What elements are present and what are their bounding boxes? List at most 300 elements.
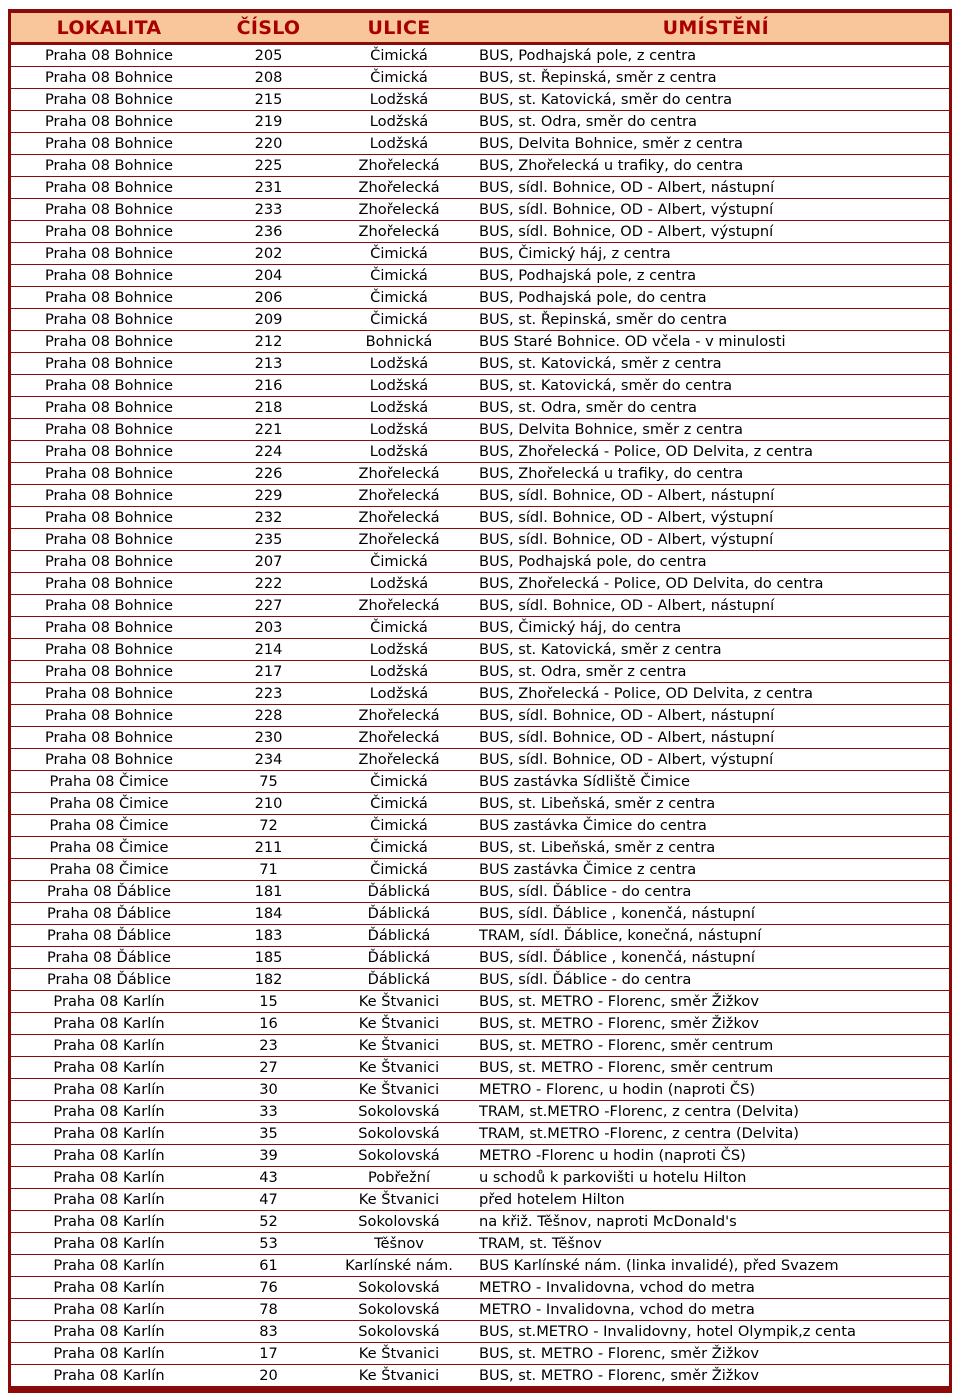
cislo-cell: 210: [207, 793, 330, 814]
umisteni-cell: BUS, Delvita Bohnice, směr z centra: [468, 419, 949, 440]
table-row: [11, 441, 949, 462]
ulice-cell: Lodžská: [330, 683, 468, 704]
umisteni-cell: METRO -Florenc u hodin (naproti ČS): [468, 1145, 949, 1166]
table-row: [11, 1057, 949, 1078]
umisteni-cell: TRAM, sídl. Ďáblice, konečná, nástupní: [468, 925, 949, 946]
ulice-cell: Čimická: [330, 793, 468, 814]
cislo-cell: 229: [207, 485, 330, 506]
header-cislo: ČÍSLO: [207, 13, 330, 44]
cislo-cell: 226: [207, 463, 330, 484]
ulice-cell: Čimická: [330, 837, 468, 858]
table-row: [11, 881, 949, 902]
header-lokalita: LOKALITA: [11, 13, 207, 44]
umisteni-cell: BUS, sídl. Bohnice, OD - Albert, výstupní: [468, 507, 949, 528]
table-body: [11, 45, 949, 1386]
ulice-cell: Lodžská: [330, 397, 468, 418]
cislo-cell: 221: [207, 419, 330, 440]
cislo-cell: 43: [207, 1167, 330, 1188]
ulice-cell: Ke Štvanici: [330, 1057, 468, 1078]
cislo-cell: 47: [207, 1189, 330, 1210]
lokalita-cell: Praha 08 Karlín: [11, 1277, 207, 1298]
lokalita-cell: Praha 08 Bohnice: [11, 419, 207, 440]
lokalita-cell: Praha 08 Karlín: [11, 1101, 207, 1122]
table-row: [11, 595, 949, 616]
umisteni-cell: BUS, st. METRO - Florenc, směr Žižkov: [468, 1343, 949, 1364]
cislo-cell: 235: [207, 529, 330, 550]
lokalita-cell: Praha 08 Čimice: [11, 793, 207, 814]
ulice-cell: Bohnická: [330, 331, 468, 352]
ulice-cell: Sokolovská: [330, 1321, 468, 1342]
ulice-cell: Zhořelecká: [330, 155, 468, 176]
cislo-cell: 217: [207, 661, 330, 682]
umisteni-cell: BUS Staré Bohnice. OD včela - v minulosti: [468, 331, 949, 352]
cislo-cell: 234: [207, 749, 330, 770]
ulice-cell: Těšnov: [330, 1233, 468, 1254]
lokalita-cell: Praha 08 Bohnice: [11, 111, 207, 132]
lokalita-cell: Praha 08 Bohnice: [11, 287, 207, 308]
cislo-cell: 75: [207, 771, 330, 792]
table-row: [11, 1189, 949, 1210]
table-row: [11, 1365, 949, 1386]
ulice-cell: Lodžská: [330, 573, 468, 594]
cislo-cell: 16: [207, 1013, 330, 1034]
table-row: [11, 485, 949, 506]
umisteni-cell: BUS, sídl. Bohnice, OD - Albert, výstupní: [468, 749, 949, 770]
lokalita-cell: Praha 08 Bohnice: [11, 177, 207, 198]
ulice-cell: Lodžská: [330, 419, 468, 440]
table-row: [11, 331, 949, 352]
lokalita-cell: Praha 08 Čimice: [11, 859, 207, 880]
ulice-cell: Zhořelecká: [330, 485, 468, 506]
lokalita-cell: Praha 08 Karlín: [11, 1167, 207, 1188]
lokalita-cell: Praha 08 Bohnice: [11, 89, 207, 110]
umisteni-cell: BUS, st. Katovická, směr z centra: [468, 353, 949, 374]
lokalita-cell: Praha 08 Karlín: [11, 1123, 207, 1144]
ulice-cell: Sokolovská: [330, 1211, 468, 1232]
umisteni-cell: BUS, st. Odra, směr do centra: [468, 111, 949, 132]
ulice-cell: Lodžská: [330, 639, 468, 660]
cislo-cell: 205: [207, 45, 330, 66]
umisteni-cell: TRAM, st.METRO -Florenc, z centra (Delvita): [468, 1123, 949, 1144]
umisteni-cell: BUS, sídl. Bohnice, OD - Albert, výstupní: [468, 199, 949, 220]
cislo-cell: 20: [207, 1365, 330, 1386]
ulice-cell: Čimická: [330, 67, 468, 88]
cislo-cell: 220: [207, 133, 330, 154]
ulice-cell: Lodžská: [330, 133, 468, 154]
table-row: [11, 683, 949, 704]
lokalita-cell: Praha 08 Karlín: [11, 1035, 207, 1056]
ulice-cell: Čimická: [330, 287, 468, 308]
ulice-cell: Ďáblická: [330, 969, 468, 990]
cislo-cell: 207: [207, 551, 330, 572]
ulice-cell: Čimická: [330, 309, 468, 330]
ulice-cell: Sokolovská: [330, 1123, 468, 1144]
umisteni-cell: BUS, Zhořelecká - Police, OD Delvita, z centra: [468, 683, 949, 704]
table-row: [11, 111, 949, 132]
ulice-cell: Ke Štvanici: [330, 1079, 468, 1100]
umisteni-cell: BUS, sídl. Bohnice, OD - Albert, výstupní: [468, 221, 949, 242]
cislo-cell: 225: [207, 155, 330, 176]
umisteni-cell: BUS, Zhořelecká u trafiky, do centra: [468, 155, 949, 176]
cislo-cell: 223: [207, 683, 330, 704]
cislo-cell: 17: [207, 1343, 330, 1364]
umisteni-cell: BUS zastávka Čimice do centra: [468, 815, 949, 836]
table-row: [11, 969, 949, 990]
table-row: [11, 199, 949, 220]
table-row: [11, 133, 949, 154]
ulice-cell: Sokolovská: [330, 1101, 468, 1122]
umisteni-cell: BUS, st. METRO - Florenc, směr Žižkov: [468, 1013, 949, 1034]
ulice-cell: Ďáblická: [330, 881, 468, 902]
lokalita-cell: Praha 08 Bohnice: [11, 485, 207, 506]
table-row: [11, 287, 949, 308]
umisteni-cell: BUS, Zhořelecká - Police, OD Delvita, z centra: [468, 441, 949, 462]
lokalita-cell: Praha 08 Bohnice: [11, 67, 207, 88]
header-row: [11, 13, 949, 44]
lokalita-cell: Praha 08 Karlín: [11, 1299, 207, 1320]
cislo-cell: 52: [207, 1211, 330, 1232]
cislo-cell: 233: [207, 199, 330, 220]
table-row: [11, 397, 949, 418]
lokalita-cell: Praha 08 Karlín: [11, 1211, 207, 1232]
cislo-cell: 72: [207, 815, 330, 836]
ulice-cell: Karlínské nám.: [330, 1255, 468, 1276]
ulice-cell: Ďáblická: [330, 903, 468, 924]
ulice-cell: Čimická: [330, 551, 468, 572]
cislo-cell: 212: [207, 331, 330, 352]
cislo-cell: 211: [207, 837, 330, 858]
ulice-cell: Čimická: [330, 859, 468, 880]
lokalita-cell: Praha 08 Bohnice: [11, 639, 207, 660]
lokalita-cell: Praha 08 Bohnice: [11, 133, 207, 154]
table-row: [11, 617, 949, 638]
cislo-cell: 184: [207, 903, 330, 924]
lokalita-cell: Praha 08 Bohnice: [11, 573, 207, 594]
ulice-cell: Čimická: [330, 265, 468, 286]
table-row: [11, 89, 949, 110]
umisteni-cell: BUS, st. Odra, směr do centra: [468, 397, 949, 418]
umisteni-cell: BUS, st. METRO - Florenc, směr centrum: [468, 1035, 949, 1056]
ulice-cell: Sokolovská: [330, 1299, 468, 1320]
umisteni-cell: BUS, st. Libeňská, směr z centra: [468, 837, 949, 858]
umisteni-cell: BUS, sídl. Bohnice, OD - Albert, nástupní: [468, 727, 949, 748]
umisteni-cell: BUS, st. Odra, směr z centra: [468, 661, 949, 682]
umisteni-cell: BUS, st. METRO - Florenc, směr Žižkov: [468, 991, 949, 1012]
table-row: [11, 1211, 949, 1232]
ulice-cell: Zhořelecká: [330, 221, 468, 242]
table-row: [11, 837, 949, 858]
lokalita-cell: Praha 08 Ďáblice: [11, 925, 207, 946]
lokalita-cell: Praha 08 Bohnice: [11, 199, 207, 220]
ulice-cell: Ke Štvanici: [330, 991, 468, 1012]
ulice-cell: Zhořelecká: [330, 595, 468, 616]
lokalita-cell: Praha 08 Karlín: [11, 1013, 207, 1034]
umisteni-cell: BUS, st. Katovická, směr do centra: [468, 89, 949, 110]
cislo-cell: 39: [207, 1145, 330, 1166]
table-row: [11, 1145, 949, 1166]
umisteni-cell: BUS, st. Katovická, směr do centra: [468, 375, 949, 396]
umisteni-cell: BUS, Čimický háj, z centra: [468, 243, 949, 264]
table-row: [11, 1277, 949, 1298]
lokalita-cell: Praha 08 Bohnice: [11, 529, 207, 550]
umisteni-cell: BUS, Podhajská pole, do centra: [468, 287, 949, 308]
ulice-cell: Ke Štvanici: [330, 1343, 468, 1364]
cislo-cell: 35: [207, 1123, 330, 1144]
ulice-cell: Zhořelecká: [330, 749, 468, 770]
table-frame: [8, 9, 952, 1393]
lokalita-cell: Praha 08 Bohnice: [11, 661, 207, 682]
lokalita-cell: Praha 08 Bohnice: [11, 243, 207, 264]
table-row: [11, 1343, 949, 1364]
umisteni-cell: BUS zastávka Čimice z centra: [468, 859, 949, 880]
lokalita-cell: Praha 08 Bohnice: [11, 155, 207, 176]
cislo-cell: 231: [207, 177, 330, 198]
umisteni-cell: BUS, Podhajská pole, z centra: [468, 45, 949, 66]
table-row: [11, 1035, 949, 1056]
cislo-cell: 183: [207, 925, 330, 946]
umisteni-cell: BUS, st. Libeňská, směr z centra: [468, 793, 949, 814]
ulice-cell: Sokolovská: [330, 1277, 468, 1298]
cislo-cell: 83: [207, 1321, 330, 1342]
lokalita-cell: Praha 08 Karlín: [11, 1321, 207, 1342]
cislo-cell: 213: [207, 353, 330, 374]
table-row: [11, 793, 949, 814]
umisteni-cell: BUS, sídl. Bohnice, OD - Albert, nástupní: [468, 177, 949, 198]
ulice-cell: Lodžská: [330, 375, 468, 396]
lokalita-cell: Praha 08 Čimice: [11, 837, 207, 858]
lokalita-cell: Praha 08 Bohnice: [11, 265, 207, 286]
umisteni-cell: BUS, Čimický háj, do centra: [468, 617, 949, 638]
lokalita-cell: Praha 08 Bohnice: [11, 441, 207, 462]
table-row: [11, 551, 949, 572]
umisteni-cell: BUS, Podhajská pole, do centra: [468, 551, 949, 572]
table-row: [11, 353, 949, 374]
ulice-cell: Zhořelecká: [330, 529, 468, 550]
table-row: [11, 573, 949, 594]
lokalita-cell: Praha 08 Bohnice: [11, 353, 207, 374]
umisteni-cell: TRAM, st. Těšnov: [468, 1233, 949, 1254]
cislo-cell: 203: [207, 617, 330, 638]
umisteni-cell: BUS, sídl. Ďáblice , konenčá, nástupní: [468, 947, 949, 968]
table-row: [11, 661, 949, 682]
ulice-cell: Čimická: [330, 243, 468, 264]
ulice-cell: Lodžská: [330, 661, 468, 682]
cislo-cell: 61: [207, 1255, 330, 1276]
table-row: [11, 309, 949, 330]
cislo-cell: 53: [207, 1233, 330, 1254]
cislo-cell: 215: [207, 89, 330, 110]
table-row: [11, 529, 949, 550]
header-umisteni: UMÍSTĚNÍ: [468, 13, 949, 44]
ulice-cell: Ke Štvanici: [330, 1365, 468, 1386]
ulice-cell: Pobřežní: [330, 1167, 468, 1188]
lokalita-cell: Praha 08 Ďáblice: [11, 903, 207, 924]
table-row: [11, 265, 949, 286]
lokalita-cell: Praha 08 Bohnice: [11, 463, 207, 484]
umisteni-cell: BUS, sídl. Ďáblice , konenčá, nástupní: [468, 903, 949, 924]
ulice-cell: Čimická: [330, 617, 468, 638]
lokalita-cell: Praha 08 Karlín: [11, 1365, 207, 1386]
table-row: [11, 243, 949, 264]
table-row: [11, 1255, 949, 1276]
table-row: [11, 1321, 949, 1342]
umisteni-cell: BUS, sídl. Bohnice, OD - Albert, výstupní: [468, 529, 949, 550]
cislo-cell: 185: [207, 947, 330, 968]
cislo-cell: 232: [207, 507, 330, 528]
lokalita-cell: Praha 08 Karlín: [11, 1057, 207, 1078]
umisteni-cell: BUS, Delvita Bohnice, směr z centra: [468, 133, 949, 154]
cislo-cell: 204: [207, 265, 330, 286]
ulice-cell: Zhořelecká: [330, 705, 468, 726]
umisteni-cell: BUS, Podhajská pole, z centra: [468, 265, 949, 286]
cislo-cell: 206: [207, 287, 330, 308]
umisteni-cell: BUS, Zhořelecká u trafiky, do centra: [468, 463, 949, 484]
lokalita-cell: Praha 08 Bohnice: [11, 331, 207, 352]
cislo-cell: 181: [207, 881, 330, 902]
table-row: [11, 947, 949, 968]
table-row: [11, 727, 949, 748]
cislo-cell: 33: [207, 1101, 330, 1122]
table-row: [11, 749, 949, 770]
umisteni-cell: BUS, sídl. Bohnice, OD - Albert, nástupní: [468, 705, 949, 726]
cislo-cell: 23: [207, 1035, 330, 1056]
lokalita-cell: Praha 08 Bohnice: [11, 45, 207, 66]
lokalita-cell: Praha 08 Bohnice: [11, 705, 207, 726]
umisteni-cell: na křiž. Těšnov, naproti McDonald's: [468, 1211, 949, 1232]
lokalita-cell: Praha 08 Bohnice: [11, 617, 207, 638]
table-row: [11, 507, 949, 528]
lokalita-cell: Praha 08 Čimice: [11, 815, 207, 836]
ulice-cell: Lodžská: [330, 111, 468, 132]
lokalita-cell: Praha 08 Karlín: [11, 1343, 207, 1364]
lokalita-cell: Praha 08 Karlín: [11, 1255, 207, 1276]
umisteni-cell: METRO - Invalidovna, vchod do metra: [468, 1277, 949, 1298]
header-ulice: ULICE: [330, 13, 468, 44]
umisteni-cell: BUS, Zhořelecká - Police, OD Delvita, do centra: [468, 573, 949, 594]
table-row: [11, 1233, 949, 1254]
umisteni-cell: BUS, st. Katovická, směr z centra: [468, 639, 949, 660]
ulice-cell: Ďáblická: [330, 925, 468, 946]
cislo-cell: 15: [207, 991, 330, 1012]
lokalita-cell: Praha 08 Bohnice: [11, 749, 207, 770]
cislo-cell: 208: [207, 67, 330, 88]
lokalita-cell: Praha 08 Bohnice: [11, 221, 207, 242]
lokalita-cell: Praha 08 Bohnice: [11, 309, 207, 330]
table-row: [11, 463, 949, 484]
umisteni-cell: TRAM, st.METRO -Florenc, z centra (Delvita): [468, 1101, 949, 1122]
lokalita-cell: Praha 08 Karlín: [11, 991, 207, 1012]
table-row: [11, 771, 949, 792]
ulice-cell: Zhořelecká: [330, 177, 468, 198]
ulice-cell: Sokolovská: [330, 1145, 468, 1166]
ulice-cell: Lodžská: [330, 353, 468, 374]
ulice-cell: Čimická: [330, 45, 468, 66]
ulice-cell: Zhořelecká: [330, 199, 468, 220]
table-row: [11, 1123, 949, 1144]
table-row: [11, 815, 949, 836]
ulice-cell: Zhořelecká: [330, 507, 468, 528]
table-row: [11, 375, 949, 396]
table-row: [11, 177, 949, 198]
table-row: [11, 419, 949, 440]
umisteni-cell: BUS, st. METRO - Florenc, směr centrum: [468, 1057, 949, 1078]
umisteni-cell: BUS, sídl. Bohnice, OD - Albert, nástupní: [468, 485, 949, 506]
umisteni-cell: BUS, st. METRO - Florenc, směr Žižkov: [468, 1365, 949, 1386]
umisteni-cell: BUS, sídl. Bohnice, OD - Albert, nástupní: [468, 595, 949, 616]
lokalita-cell: Praha 08 Bohnice: [11, 507, 207, 528]
umisteni-cell: BUS, sídl. Ďáblice - do centra: [468, 881, 949, 902]
umisteni-cell: BUS, st. Řepinská, směr z centra: [468, 67, 949, 88]
umisteni-cell: BUS, st.METRO - Invalidovny, hotel Olympik,z centa: [468, 1321, 949, 1342]
ulice-cell: Čimická: [330, 815, 468, 836]
table-row: [11, 155, 949, 176]
table-row: [11, 639, 949, 660]
cislo-cell: 222: [207, 573, 330, 594]
cislo-cell: 76: [207, 1277, 330, 1298]
lokalita-cell: Praha 08 Bohnice: [11, 375, 207, 396]
table-row: [11, 903, 949, 924]
cislo-cell: 216: [207, 375, 330, 396]
cislo-cell: 218: [207, 397, 330, 418]
table-row: [11, 925, 949, 946]
lokalita-cell: Praha 08 Karlín: [11, 1145, 207, 1166]
lokalita-cell: Praha 08 Ďáblice: [11, 947, 207, 968]
cislo-cell: 209: [207, 309, 330, 330]
cislo-cell: 228: [207, 705, 330, 726]
cislo-cell: 219: [207, 111, 330, 132]
table-row: [11, 67, 949, 88]
table-row: [11, 705, 949, 726]
table-row: [11, 991, 949, 1012]
cislo-cell: 236: [207, 221, 330, 242]
umisteni-cell: BUS, st. Řepinská, směr do centra: [468, 309, 949, 330]
table-row: [11, 1299, 949, 1320]
umisteni-cell: BUS, sídl. Ďáblice - do centra: [468, 969, 949, 990]
ulice-cell: Zhořelecká: [330, 463, 468, 484]
lokalita-cell: Praha 08 Bohnice: [11, 551, 207, 572]
ulice-cell: Ďáblická: [330, 947, 468, 968]
table-row: [11, 1013, 949, 1034]
ulice-cell: Lodžská: [330, 441, 468, 462]
umisteni-cell: METRO - Invalidovna, vchod do metra: [468, 1299, 949, 1320]
lokalita-cell: Praha 08 Karlín: [11, 1189, 207, 1210]
cislo-cell: 227: [207, 595, 330, 616]
cislo-cell: 27: [207, 1057, 330, 1078]
umisteni-cell: BUS Karlínské nám. (linka invalidé), před Svazem: [468, 1255, 949, 1276]
cislo-cell: 214: [207, 639, 330, 660]
cislo-cell: 224: [207, 441, 330, 462]
umisteni-cell: před hotelem Hilton: [468, 1189, 949, 1210]
ulice-cell: Zhořelecká: [330, 727, 468, 748]
cislo-cell: 202: [207, 243, 330, 264]
cislo-cell: 71: [207, 859, 330, 880]
table-row: [11, 1079, 949, 1100]
cislo-cell: 30: [207, 1079, 330, 1100]
ulice-cell: Ke Štvanici: [330, 1013, 468, 1034]
umisteni-cell: METRO - Florenc, u hodin (naproti ČS): [468, 1079, 949, 1100]
cislo-cell: 78: [207, 1299, 330, 1320]
ulice-cell: Ke Štvanici: [330, 1189, 468, 1210]
lokalita-cell: Praha 08 Ďáblice: [11, 881, 207, 902]
table-row: [11, 859, 949, 880]
table-row: [11, 1167, 949, 1188]
cislo-cell: 230: [207, 727, 330, 748]
lokalita-cell: Praha 08 Ďáblice: [11, 969, 207, 990]
umisteni-cell: BUS zastávka Sídliště Čimice: [468, 771, 949, 792]
lokalita-cell: Praha 08 Karlín: [11, 1233, 207, 1254]
lokalita-cell: Praha 08 Bohnice: [11, 595, 207, 616]
table-row: [11, 1101, 949, 1122]
